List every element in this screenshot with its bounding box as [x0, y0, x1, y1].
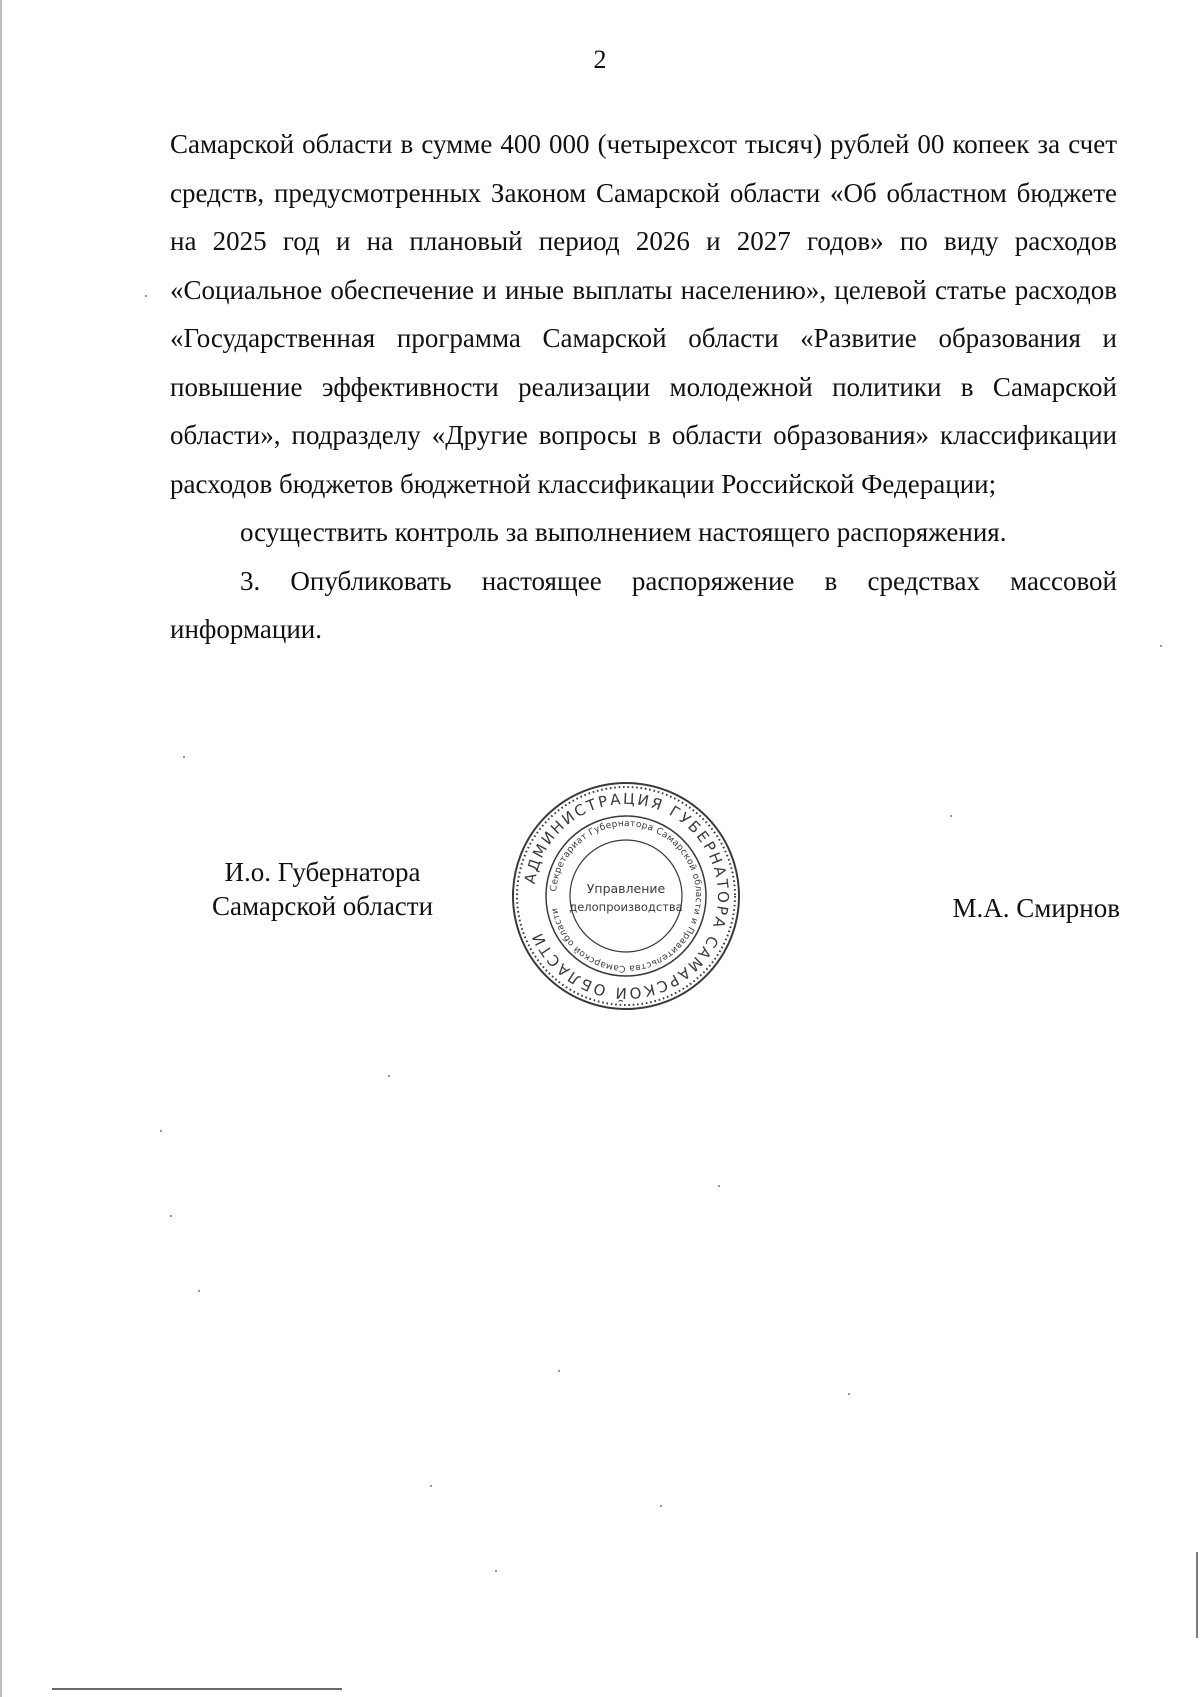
signatory-title-line1: И.о. Губернатора — [224, 857, 421, 887]
signatory-name: М.А. Смирнов — [952, 893, 1120, 923]
seal-inner-ring — [570, 840, 682, 952]
scan-speck — [198, 1290, 200, 1292]
scan-speck — [848, 1393, 850, 1395]
seal-center-line2: делопроизводства — [569, 900, 683, 914]
scan-bottom-line — [52, 1688, 342, 1690]
seal-center-line1: Управление — [586, 881, 666, 896]
scan-speck — [388, 1075, 390, 1077]
seal-inner-text: Секретариат Губернатора Самарской области и Правительства Самарской области — [549, 818, 704, 974]
scan-speck — [1160, 645, 1162, 647]
page-number: 2 — [593, 45, 607, 74]
paragraph-funding: Самарской области в сумме 400 000 (четырехсот тысяч) рублей 00 копеек за счет средств, предусмотренных Законом Самарской области «Об областном бюджете на 2025 год и на плановый период 2026 и 2027 годов» по виду расходов «Социальное обеспечение и иные выплаты населению», целевой статье расходов «Государственная программа Самарской области «Развитие образования и повышение эффективности реализации молодежной политики в Самарской области», подразделу «Другие вопросы в области образования» классификации расходов бюджетов бюджетной классификации Российской Федерации; — [170, 129, 1117, 499]
paragraph-control: осуществить контроль за выполнением настоящего распоряжения. — [240, 517, 1007, 547]
official-seal — [511, 781, 741, 1011]
scan-speck — [495, 1570, 497, 1572]
scan-speck — [145, 295, 147, 297]
scan-speck — [170, 1215, 172, 1217]
seal-outer-ring — [513, 783, 739, 1009]
scan-speck — [718, 1185, 720, 1187]
scan-speck — [660, 1505, 662, 1507]
signatory-title — [185, 855, 460, 923]
scan-edge-line — [0, 0, 2, 1697]
scan-speck — [160, 1130, 162, 1132]
svg-text:Секретариат Губернатора Самарс — [549, 819, 703, 973]
scan-speck — [183, 756, 185, 758]
scan-speck — [950, 815, 952, 817]
paragraph-publish: 3. Опубликовать настоящее распоряжение в средствах массовой информации. — [170, 565, 1117, 644]
document-body — [170, 120, 1117, 654]
signatory-title-line2: Самарской области — [211, 891, 434, 921]
scan-speck — [558, 1370, 560, 1372]
seal-outer-text: АДМИНИСТРАЦИЯ ГУБЕРНАТОРА САМАРСКОЙ ОБЛАСТИ — [520, 789, 733, 1003]
scan-speck — [430, 1485, 432, 1487]
scan-edge-mark — [1196, 1552, 1198, 1638]
